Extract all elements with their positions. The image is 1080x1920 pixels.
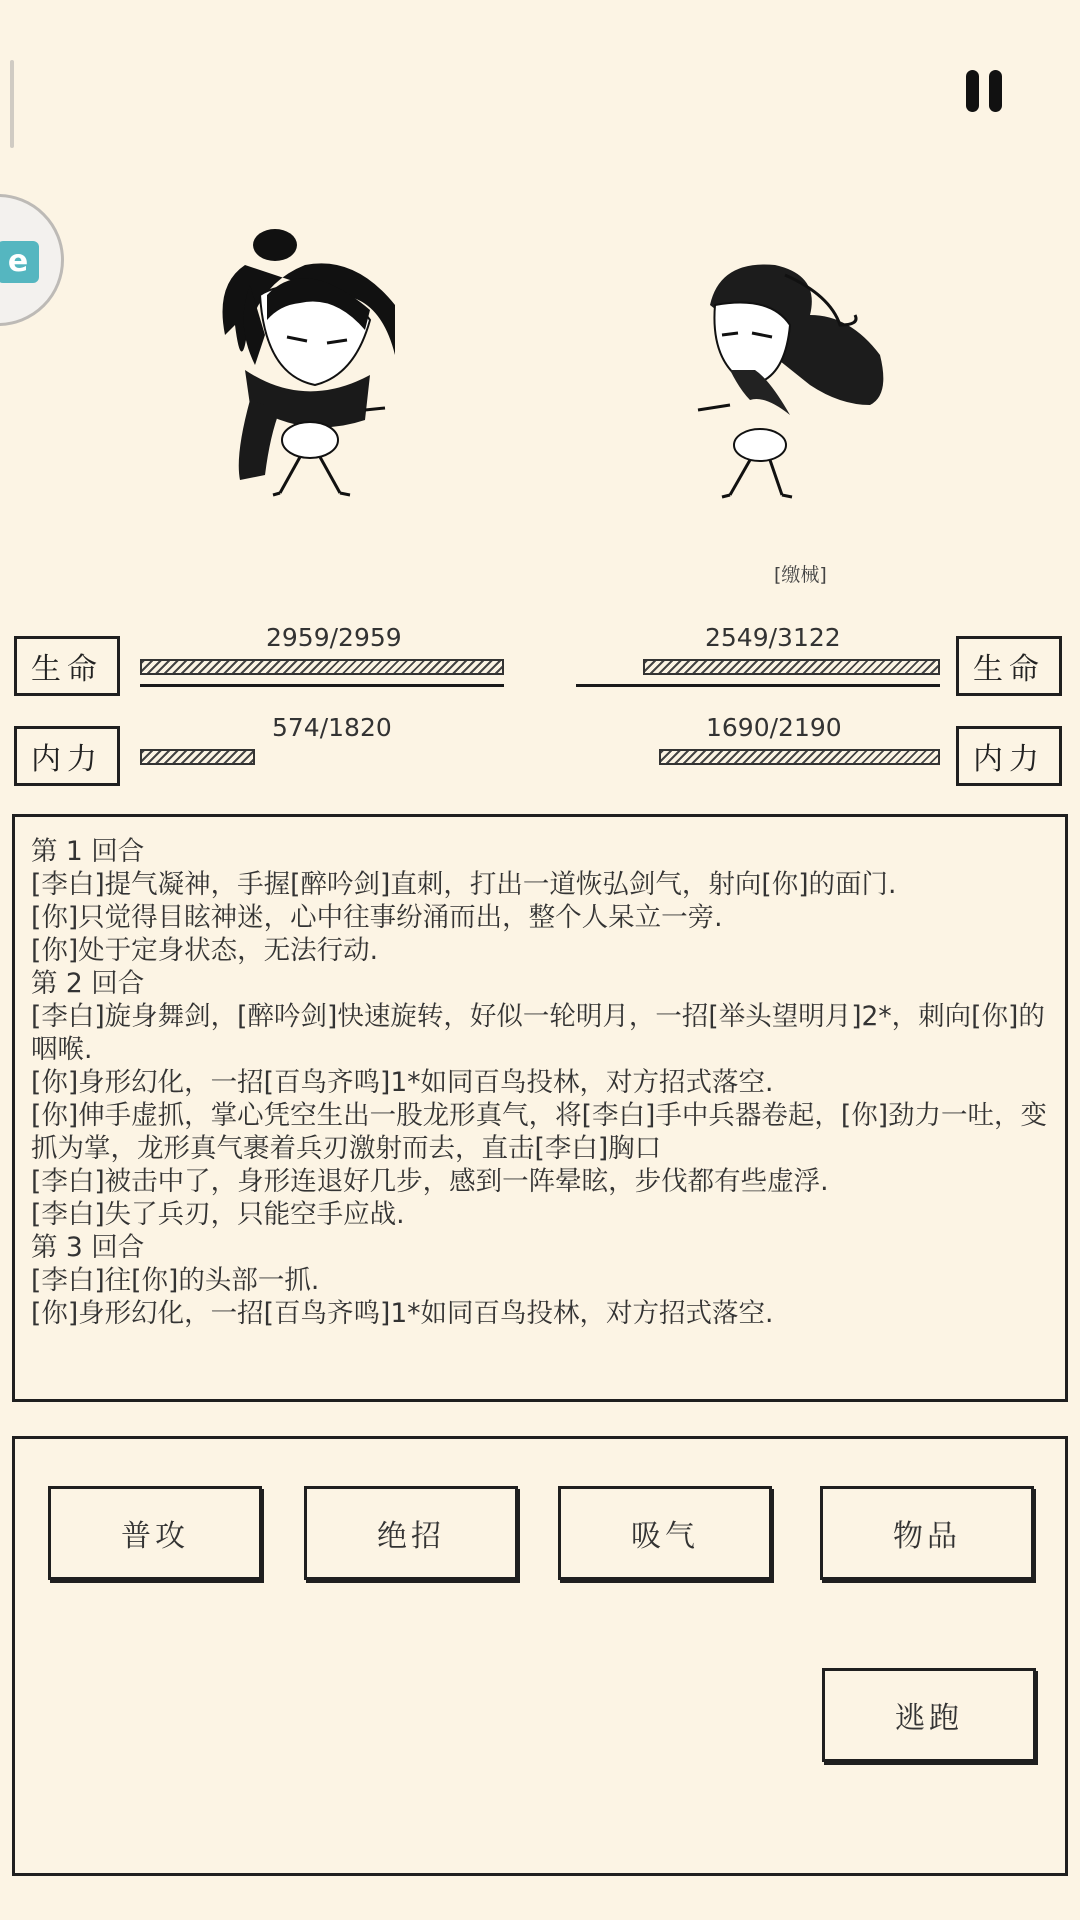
log-line: [你]身形幻化，一招[百鸟齐鸣]1*如同百鸟投林，对方招式落空. bbox=[31, 1298, 774, 1329]
log-line: [李白]往[你]的头部一抓. bbox=[31, 1265, 320, 1296]
edge-handle bbox=[10, 60, 14, 148]
flee-button[interactable]: 逃跑 bbox=[822, 1668, 1036, 1762]
battle-log[interactable] bbox=[12, 814, 1068, 1402]
player-hp-value: 2959/2959 bbox=[266, 623, 402, 652]
player-character bbox=[205, 225, 405, 505]
log-line: [李白]旋身舞剑，[醉吟剑]快速旋转，好似一轮明月，一招[举头望明月]2*，刺向[你]的咽喉. bbox=[31, 1001, 1045, 1065]
log-line: [李白]提气凝神，手握[醉吟剑]直刺，打出一道恢弘剑气，射向[你]的面门. bbox=[31, 869, 897, 900]
log-line: [你]身形幻化，一招[百鸟齐鸣]1*如同百鸟投林，对方招式落空. bbox=[31, 1067, 774, 1098]
floating-app-button[interactable] bbox=[0, 194, 64, 326]
player-mp-bar bbox=[140, 749, 255, 765]
log-line: [李白]被击中了，身形连退好几步，感到一阵晕眩，步伐都有些虚浮. bbox=[31, 1166, 829, 1197]
floating-app-icon: e bbox=[0, 241, 39, 283]
log-line: [你]只觉得目眩神迷，心中往事纷涌而出，整个人呆立一旁. bbox=[31, 902, 723, 933]
enemy-mp-value: 1690/2190 bbox=[706, 713, 842, 742]
log-line: 第 2 回合 bbox=[31, 968, 145, 999]
pause-button[interactable] bbox=[966, 70, 1010, 114]
attack-button[interactable]: 普攻 bbox=[48, 1486, 262, 1580]
log-line: 第 1 回合 bbox=[31, 836, 145, 867]
player-hp-label: 生命 bbox=[14, 636, 120, 696]
enemy-hp-value: 2549/3122 bbox=[705, 623, 841, 652]
log-line: [你]伸手虚抓，掌心凭空生出一股龙形真气，将[李白]手中兵器卷起，[你]劲力一吐，变抓为掌，龙形真气裹着兵刃激射而去，直击[李白]胸口 bbox=[31, 1100, 1048, 1164]
pause-icon bbox=[966, 70, 979, 112]
items-button[interactable]: 物品 bbox=[820, 1486, 1034, 1580]
enemy-hp-bar bbox=[643, 659, 940, 675]
enemy-character bbox=[690, 255, 890, 505]
enemy-mp-label: 内力 bbox=[956, 726, 1062, 786]
log-line: 第 3 回合 bbox=[31, 1232, 145, 1263]
player-hp-bar bbox=[140, 659, 504, 675]
player-mp-value: 574/1820 bbox=[272, 713, 392, 742]
breathe-button[interactable]: 吸气 bbox=[558, 1486, 772, 1580]
log-line: [你]处于定身状态，无法行动. bbox=[31, 935, 379, 966]
log-line: [李白]失了兵刃，只能空手应战. bbox=[31, 1199, 405, 1230]
player-mp-label: 内力 bbox=[14, 726, 120, 786]
enemy-hp-label: 生命 bbox=[956, 636, 1062, 696]
enemy-status-tag: [缴械] bbox=[774, 564, 827, 586]
ultimate-button[interactable]: 绝招 bbox=[304, 1486, 518, 1580]
enemy-mp-bar bbox=[659, 749, 940, 765]
